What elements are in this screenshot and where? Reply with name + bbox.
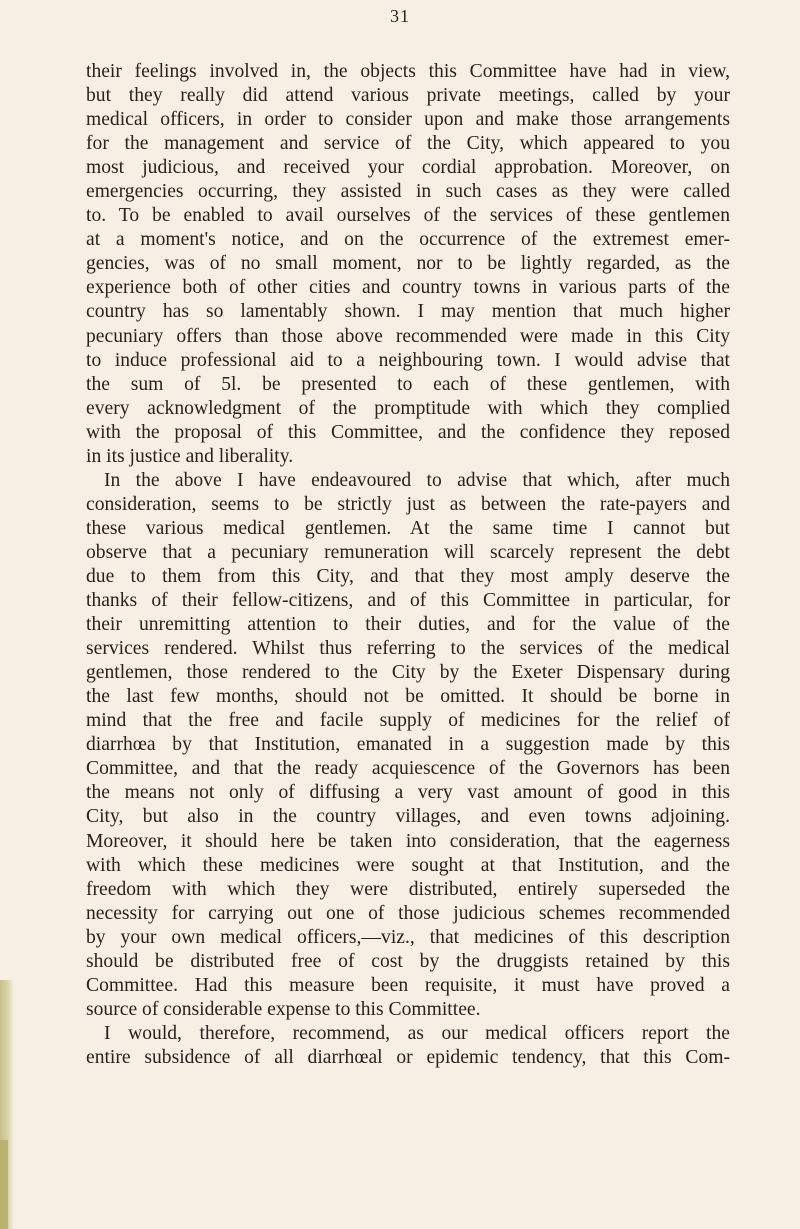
text-line: entire subsidence of all diarrhœal or epidemic tendency, that this Com- bbox=[86, 1046, 730, 1068]
text-line: the means not only of diffusing a very vast amount of good in this bbox=[86, 782, 730, 804]
text-line: In the above I have endeavoured to advise that which, after much bbox=[104, 469, 730, 491]
text-line: services rendered. Whilst thus referring to the services of the medical bbox=[86, 638, 730, 660]
text-line: every acknowledgment of the promptitude with which they complied bbox=[86, 397, 730, 419]
text-line: Committee. Had this measure been requisite, it must have proved a bbox=[86, 974, 730, 996]
text-line: gencies, was of no small moment, nor to be lightly regarded, as the bbox=[86, 253, 730, 275]
text-line: freedom with which they were distributed, entirely superseded the bbox=[86, 878, 730, 900]
text-line: source of considerable expense to this Committee. bbox=[86, 998, 481, 1020]
text-line: for the management and service of the City, which appeared to you bbox=[86, 133, 730, 155]
text-line: observe that a pecuniary remuneration will scarcely represent the debt bbox=[86, 541, 730, 563]
text-line: their unremitting attention to their duties, and for the value of the bbox=[86, 614, 730, 636]
text-line: pecuniary offers than those above recommended were made in this City bbox=[86, 325, 730, 347]
text-line: City, but also in the country villages, and even towns adjoining. bbox=[86, 806, 730, 828]
text-line: in its justice and liberality. bbox=[86, 445, 294, 467]
text-line: necessity for carrying out one of those judicious schemes recommended bbox=[86, 902, 730, 924]
text-line: gentlemen, those rendered to the City by the Exeter Dispensary during bbox=[86, 662, 730, 684]
text-line: their feelings involved in, the objects this Committee have had in view, bbox=[86, 61, 730, 82]
text-line: the sum of 5l. be presented to each of these gentlemen, with bbox=[86, 373, 730, 395]
text-line: consideration, seems to be strictly just as between the rate-payers and bbox=[86, 493, 730, 515]
text-line: with the proposal of this Committee, and the confidence they reposed bbox=[86, 421, 730, 443]
text-line: emergencies occurring, they assisted in such cases as they were called bbox=[86, 181, 730, 203]
text-line: Moreover, it should here be taken into consideration, that the eagerness bbox=[86, 830, 730, 852]
text-line: but they really did attend various private meetings, called by your bbox=[86, 85, 730, 107]
text-line: to. To be enabled to avail ourselves of the services of these gentlemen bbox=[86, 205, 730, 227]
text-line: experience both of other cities and country towns in various parts of the bbox=[86, 277, 730, 299]
text-line: should be distributed free of cost by the druggists retained by this bbox=[86, 950, 730, 972]
text-line: by your own medical officers,—viz., that medicines of this description bbox=[86, 926, 730, 948]
text-line: at a moment's notice, and on the occurrence of the extremest emer- bbox=[86, 229, 730, 251]
text-line: country has so lamentably shown. I may mention that much higher bbox=[86, 301, 730, 323]
text-line: these various medical gentlemen. At the same time I cannot but bbox=[86, 517, 730, 539]
text-line: I would, therefore, recommend, as our medical officers report the bbox=[104, 1022, 730, 1044]
text-line: due to them from this City, and that they most amply deserve the bbox=[86, 565, 730, 587]
text-line: with which these medicines were sought at that Institution, and the bbox=[86, 854, 730, 876]
body-text bbox=[86, 60, 730, 1070]
text-line: medical officers, in order to consider upon and make those arrangements bbox=[86, 109, 730, 131]
text-line: Committee, and that the ready acquiescence of the Governors has been bbox=[86, 758, 730, 780]
page-number: 31 bbox=[390, 6, 410, 26]
text-line: to induce professional aid to a neighbouring town. I would advise that bbox=[86, 349, 730, 371]
text-line: diarrhœa by that Institution, emanated in a suggestion made by this bbox=[86, 734, 730, 756]
text-line: thanks of their fellow-citizens, and of this Committee in particular, for bbox=[86, 590, 730, 612]
text-line: most judicious, and received your cordial approbation. Moreover, on bbox=[86, 157, 730, 179]
text-line: the last few months, should not be omitted. It should be borne in bbox=[86, 686, 730, 708]
binding-stripe bbox=[0, 1140, 8, 1229]
text-line: mind that the free and facile supply of medicines for the relief of bbox=[86, 710, 730, 732]
